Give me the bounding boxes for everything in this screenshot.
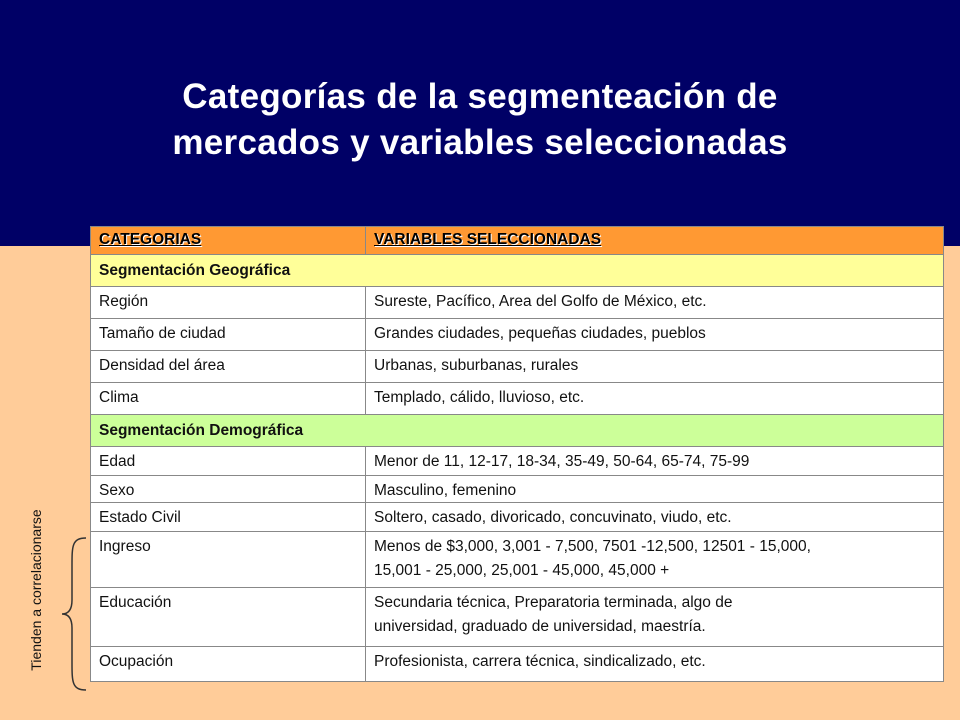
segmentation-table [90, 226, 944, 682]
variables-cell: Urbanas, suburbanas, rurales [374, 357, 579, 374]
table-row [91, 287, 943, 319]
section-demografica-row [91, 415, 943, 447]
section-geografica-row [91, 255, 943, 287]
header-categorias: CATEGORIAS [91, 227, 366, 254]
correlation-note: Tienden a correlacionarse [28, 509, 44, 671]
table-row [91, 532, 943, 588]
variables-cell: Soltero, casado, divoricado, concuvinato, viudo, etc. [374, 509, 732, 526]
category-cell: Región [91, 287, 366, 318]
table-row [91, 503, 943, 532]
title-line-2: mercados y variables seleccionadas [172, 123, 788, 162]
table-row [91, 351, 943, 383]
variables-cell: Templado, cálido, lluvioso, etc. [374, 389, 585, 406]
variables-cell [366, 532, 943, 587]
header-variables: VARIABLES SELECCIONADAS [374, 231, 602, 248]
table-row [91, 588, 943, 647]
title-line-1: Categorías de la segmenteación de [182, 77, 778, 116]
category-cell: Densidad del área [91, 351, 366, 382]
variables-cell: Sureste, Pacífico, Area del Golfo de México, etc. [374, 293, 707, 310]
category-cell: Edad [91, 447, 366, 475]
category-cell: Sexo [91, 476, 366, 502]
variables-cell: Menor de 11, 12-17, 18-34, 35-49, 50-64, 65-74, 75-99 [374, 453, 750, 470]
variables-line: Secundaria técnica, Preparatoria terminada, algo de [374, 594, 733, 611]
table-row [91, 319, 943, 351]
variables-cell: Profesionista, carrera técnica, sindicalizado, etc. [374, 653, 706, 670]
table-row [91, 476, 943, 503]
variables-cell: Grandes ciudades, pequeñas ciudades, pueblos [374, 325, 706, 342]
category-cell: Educación [91, 588, 366, 646]
slide-title [60, 74, 900, 166]
section-geografica-label: Segmentación Geográfica [99, 262, 291, 279]
category-cell: Estado Civil [91, 503, 366, 531]
variables-line: Menos de $3,000, 3,001 - 7,500, 7501 -12,500, 12501 - 15,000, [374, 538, 811, 555]
table-row [91, 447, 943, 476]
category-cell: Clima [91, 383, 366, 414]
category-cell: Tamaño de ciudad [91, 319, 366, 350]
variables-cell [366, 588, 943, 646]
table-row [91, 647, 943, 681]
variables-cell: Masculino, femenino [374, 482, 517, 499]
variables-line: 15,001 - 25,000, 25,001 - 45,000, 45,000 + [374, 562, 670, 579]
curly-brace-icon [60, 536, 90, 692]
table-row [91, 383, 943, 415]
variables-line: universidad, graduado de universidad, maestría. [374, 618, 706, 635]
category-cell: Ocupación [91, 647, 366, 681]
section-demografica-label: Segmentación Demográfica [99, 422, 304, 439]
category-cell: Ingreso [91, 532, 366, 587]
table-header-row [91, 227, 943, 255]
